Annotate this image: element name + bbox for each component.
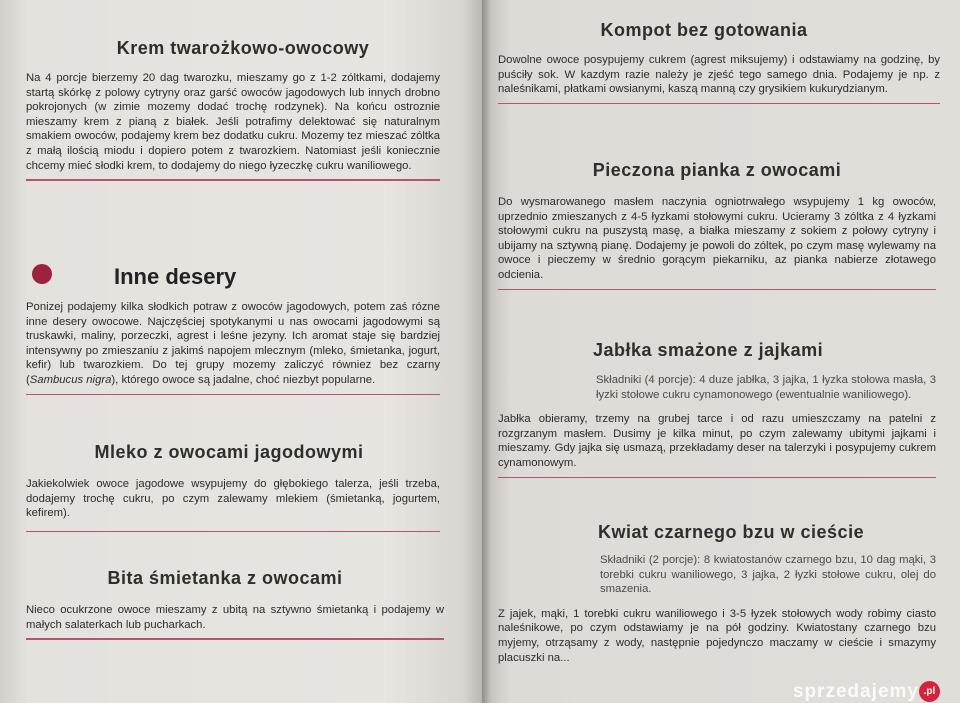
section-inne-desery	[26, 264, 440, 395]
section-title: Mleko z owocami jagodowymi	[94, 442, 364, 462]
section-pianka	[498, 160, 936, 290]
section-kompot	[498, 20, 940, 104]
section-body	[26, 300, 440, 388]
watermark-text: sprzedajemy	[792, 681, 919, 702]
section-body: Dowolne owoce posypujemy cukrem (agrest miksujemy) i odstawiamy na godzinę, by puściły sok. W kazdym razie należy je zjeść tego samego dnia. Podajemy je np. z naleśnikami, płatkami owsianymi, kaszą manną czy grysikiem kukurydzianym.	[498, 54, 940, 96]
watermark-badge: .pl	[919, 681, 940, 702]
section-title: Pieczona pianka z owocami	[592, 160, 842, 180]
section-title: Kwiat czarnego bzu w cieście	[598, 522, 865, 542]
section-title: Bita śmietanka z owocami	[107, 568, 343, 588]
section-body: Nieco ocukrzone owoce mieszamy z ubitą na sztywno śmietanką i podajemy w małych salaterkach lub pucharkach.	[26, 604, 444, 631]
right-page	[482, 0, 960, 703]
section-body: Jakiekolwiek owoce jagodowe wsypujemy do głębokiego talerza, jeśli trzeba, dodajemy trochę cukru, po czym zalewamy mlekiem (śmietanką, jogurtem, kefirem).	[26, 478, 440, 520]
section-body: Na 4 porcje bierzemy 20 dag twarozku, mieszamy go z 1-2 zóltkami, dodajemy startą skórkę z polowy cytryny oraz garść owoców jagodowych lub innych drobno pokrojonych (w zimie mozemy dodać trochę rodzynek). Na końcu ostroznie mieszamy krem z pianą z białek. Jeśli potrafimy delektować się naturalnym smakiem owoców, podajemy krem bez dodatku cukru. Mozemy tez mieszać zóltka z małą ilością miodu i dopiero potem z twarozkiem. Natomiast jeśli koniecznie chcemy mieć słodki krem, to dodajemy do niego łyzeczkę cukru waniliowego.	[26, 72, 440, 172]
section-body: Jabłka obieramy, trzemy na grubej tarce i od razu umieszczamy na patelni z rozgrzanym masłem. Dusimy je kilka minut, po czym zalewamy ubitymi jajkami i mieszamy. Gdy jajka się usmazą, przekładamy deser na talerzyki i posypujemy cukrem cynamonowym.	[498, 413, 936, 469]
watermark	[793, 681, 940, 703]
divider	[498, 103, 940, 105]
section-title: Krem twarożkowo-owocowy	[116, 38, 370, 58]
divider	[26, 638, 444, 640]
section-jablka	[498, 340, 936, 478]
ingredients: Składniki (2 porcje): 8 kwiatostanów czarnego bzu, 10 dag mąki, 3 torebki cukru waniliowego, 3 jajka, 2 łyzki stołowe cukru, olej do smazenia.	[600, 554, 936, 596]
divider	[26, 179, 440, 181]
divider	[26, 531, 440, 533]
divider	[498, 477, 936, 479]
section-body: Z jajek, mąki, 1 torebki cukru waniliowego i 3-5 łyzek stołowych wody robimy ciasto naleśnikowe, po czym odstawiamy je na pół godziny. Kwiatostany czarnego bzu myjemy, otrząsamy z wody, następnie pojedynczo maczamy w cieście i smazymy placuszki na...	[498, 607, 936, 664]
latin-name: Sambucus nigra	[29, 373, 112, 386]
section-krem	[26, 38, 440, 181]
divider	[26, 394, 440, 396]
section-body: Do wysmarowanego masłem naczynia ogniotrwałego wsypujemy 1 kg owoców, uprzednio zmieszanych z 4-5 łyzkami stołowymi cukru. Ucieramy 3 zóltka z 4 łyzkami stołowymi cukru na puszystą masę, a białka mieszamy z sokiem z połowy cytryny i ubijamy na sztywną pianę. Dodajemy je powoli do zóltek, po czym masę wylewamy na owoce i pieczemy w średnio gorącym piekarniku, az pianka nabierze złotawego odcienia.	[498, 196, 936, 281]
body-text: ), którego owoce są jadalne, choć niezbyt popularne.	[111, 373, 376, 386]
section-bita-smietanka	[26, 568, 444, 640]
section-title: Jabłka smażone z jajkami	[593, 340, 824, 360]
body-text: Ponizej podajemy kilka słodkich potraw z owoców jagodowych, potem zaś rózne inne desery owocowe. Najczęściej spotykanymi u nas owocami jagodowymi są truskawki, maliny, porzeczki, agrest i leśne jezyny. Ich aromat staje się bardziej intensywny po zmieszaniu z jakimś napojem mlecznym (mleko, śmietanka, jogurt, kefir) lub twarozkiem. Do tej grupy mozemy zaliczyć równiez bez czarny (	[26, 301, 440, 386]
section-mleko	[26, 442, 440, 532]
ingredients: Składniki (4 porcje): 4 duze jabłka, 3 jajka, 1 łyzka stołowa masła, 3 łyzki stołowe cukru cynamonowego (ewentualnie waniliowego).	[596, 374, 936, 401]
section-kwiat-bzu	[498, 522, 936, 665]
divider	[498, 289, 936, 291]
chapter-title: Inne desery	[114, 264, 237, 289]
section-title: Kompot bez gotowania	[600, 20, 808, 40]
